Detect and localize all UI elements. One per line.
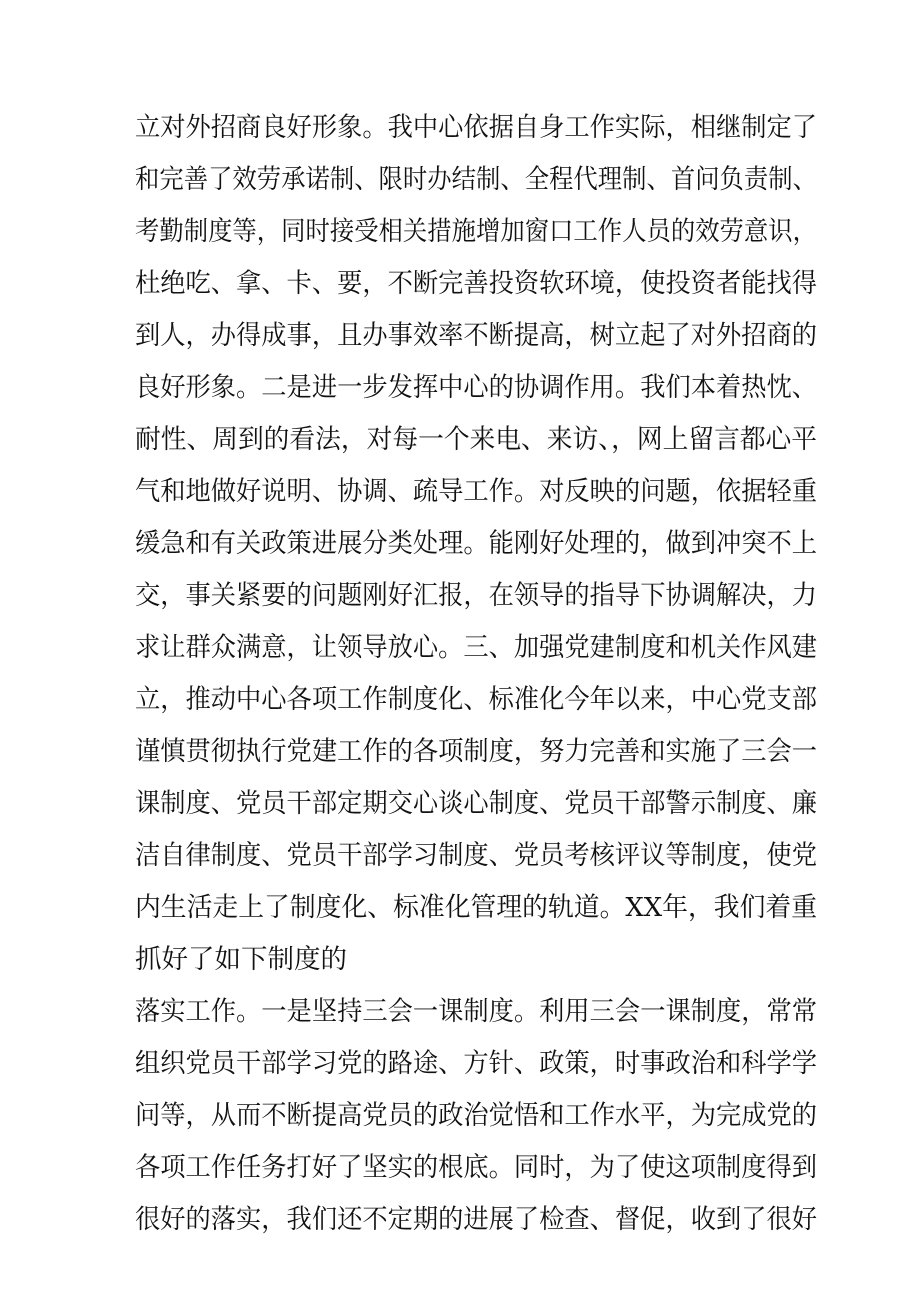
text-line (135, 529, 851, 559)
text-line-content: 落实工作。一是坚持三会一课制度。利用三会一课制度，常常 (135, 996, 818, 1027)
text-line (135, 581, 851, 611)
text-line (135, 1205, 851, 1235)
text-line (135, 113, 851, 143)
text-line-content: 和完善了效劳承诺制、限时办结制、全程代理制、首问负责制、 (135, 164, 817, 195)
text-line (135, 425, 837, 455)
text-line (135, 165, 877, 195)
text-line (135, 1049, 851, 1079)
text-line-content: 缓急和有关政策进展分类处理。能刚好处理的，做到冲突不上 (135, 528, 818, 559)
text-line-content: 立，推动中心各项工作制度化、标准化今年以来，中心党支部 (135, 684, 818, 715)
text-line-content: 内生活走上了制度化、标准化管理的轨道。XX年，我们着重 (135, 892, 818, 923)
text-line (135, 217, 877, 247)
text-line-content: 谨慎贯彻执行党建工作的各项制度，努力完善和实施了三会一 (135, 736, 818, 767)
text-line (135, 1153, 851, 1183)
text-line-content: 课制度、党员干部定期交心谈心制度、党员干部警示制度、廉 (135, 788, 818, 819)
text-line (135, 633, 851, 663)
text-line-content: 耐性、周到的看法，对每一个来电、来访、，网上留言都心平 (135, 424, 818, 455)
text-line (135, 1101, 851, 1131)
text-line (135, 321, 851, 351)
text-line-content: 各项工作任务打好了坚实的根底。同时，为了使这项制度得到 (135, 1152, 818, 1183)
text-line-content: 交，事关紧要的问题刚好汇报，在领导的指导下协调解决，力 (135, 580, 818, 611)
text-line (135, 737, 851, 767)
text-line-content: 很好的落实，我们还不定期的进展了检查、督促，收到了很好 (135, 1204, 818, 1235)
text-line-content: 抓好了如下制度的 (135, 944, 347, 975)
text-line-content: 到人，办得成事，且办事效率不断提高，树立起了对外招商的 (135, 320, 818, 351)
text-line-content: 组织党员干部学习党的路途、方针、政策，时事政治和科学学 (135, 1048, 818, 1079)
text-line-content: 气和地做好说明、协调、疏导工作。对反映的问题，依据轻重 (135, 476, 818, 507)
text-line (135, 841, 851, 871)
text-line (135, 997, 851, 1027)
text-line (135, 789, 851, 819)
text-line-content: 洁自律制度、党员干部学习制度、党员考核评议等制度，使党 (135, 840, 818, 871)
text-line (135, 685, 851, 715)
text-line-content: 求让群众满意，让领导放心。三、加强党建制度和机关作风建 (135, 632, 818, 663)
text-line (135, 945, 347, 975)
text-line (135, 477, 851, 507)
text-line-content: 良好形象。二是进一步发挥中心的协调作用。我们本着热忱、 (135, 372, 818, 403)
text-line-content: 杜绝吃、拿、卡、要，不断完善投资软环境，使投资者能找得 (135, 268, 818, 299)
text-line-content: 问等，从而不断提高党员的政治觉悟和工作水平，为完成党的 (135, 1100, 818, 1131)
text-line (135, 373, 851, 403)
text-line (135, 269, 851, 299)
text-line (135, 893, 835, 923)
text-line-content: 考勤制度等，同时接受相关措施增加窗口工作人员的效劳意识， (135, 216, 817, 247)
text-line-content: 立对外招商良好形象。我中心依据自身工作实际，相继制定了 (135, 112, 818, 143)
